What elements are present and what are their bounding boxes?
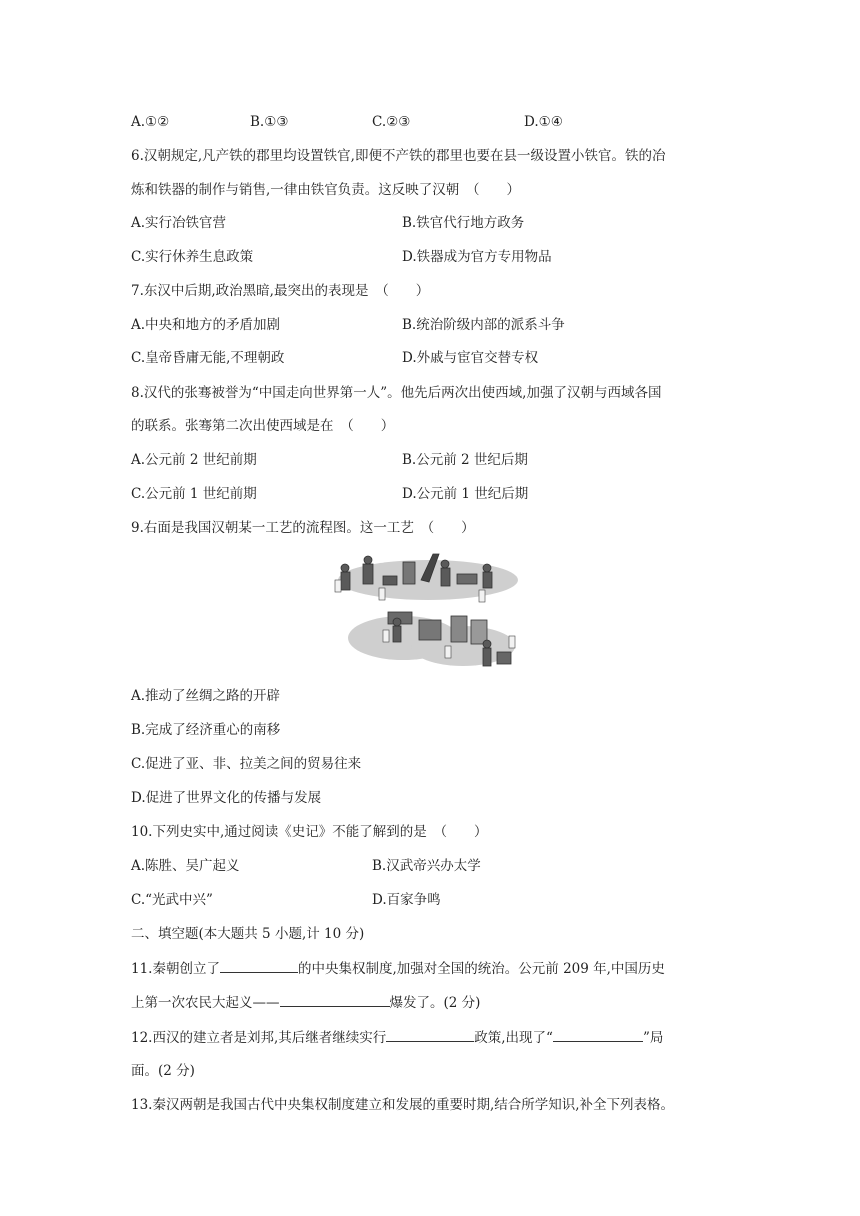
q10-option-b: B.汉武帝兴办太学 bbox=[372, 858, 481, 874]
q10-option-a: A.陈胜、吴广起义 bbox=[131, 858, 240, 874]
prev-option-c: C.②③ bbox=[372, 114, 411, 130]
prev-option-a: A.①② bbox=[131, 114, 170, 130]
q7-option-a: A.中央和地方的矛盾加剧 bbox=[131, 317, 281, 333]
q11-text-part2: 的中央集权制度,加强对全国的统治。公元前 209 年,中国历史 bbox=[297, 961, 665, 977]
q11-text-part3: 上第一次农民大起义—— bbox=[131, 995, 280, 1011]
q8-option-a: A.公元前 2 世纪前期 bbox=[131, 452, 257, 468]
q12-text-part2: 政策,出现了“ bbox=[474, 1030, 553, 1046]
q10-option-d: D.百家争鸣 bbox=[372, 892, 441, 908]
q7-stem: 7.东汉中后期,政治黑暗,最突出的表现是 （ ） bbox=[131, 283, 430, 299]
q12-line1 bbox=[131, 1027, 663, 1048]
q7-option-c: C.皇帝昏庸无能,不理朝政 bbox=[131, 350, 285, 366]
prev-option-b: B.①③ bbox=[250, 114, 289, 130]
q9-option-b: B.完成了经济重心的南移 bbox=[131, 722, 281, 738]
q8-option-b: B.公元前 2 世纪后期 bbox=[402, 452, 528, 468]
q7-option-b: B.统治阶级内部的派系斗争 bbox=[402, 317, 565, 333]
q9-stem: 9.右面是我国汉朝某一工艺的流程图。这一工艺 （ ） bbox=[131, 520, 475, 536]
q6-option-c: C.实行休养生息政策 bbox=[131, 249, 254, 265]
q12-text-part3: ”局 bbox=[642, 1030, 664, 1046]
section-fill-in-heading: 二、填空题(本大题共 5 小题,计 10 分) bbox=[131, 926, 365, 942]
q6-option-d: D.铁器成为官方专用物品 bbox=[402, 249, 552, 265]
q13-stem: 13.秦汉两朝是我国古代中央集权制度建立和发展的重要时期,结合所学知识,补全下列表格。 bbox=[131, 1097, 675, 1113]
q6-stem-line2: 炼和铁器的制作与销售,一律由铁官负责。这反映了汉朝 （ ） bbox=[131, 182, 521, 198]
q8-stem-line2: 的联系。张骞第二次出使西域是在 （ ） bbox=[131, 418, 395, 434]
q11-blank-2[interactable] bbox=[280, 992, 390, 1007]
q6-stem-line1: 6.汉朝规定,凡产铁的郡里均设置铁官,即便不产铁的郡里也要在县一级设置小铁官。铁的冶 bbox=[131, 148, 666, 164]
q6-option-a: A.实行冶铁官营 bbox=[131, 215, 227, 231]
q11-text-part4: 爆发了。(2 分) bbox=[389, 995, 481, 1011]
q8-stem-line1: 8.汉代的张骞被誉为“中国走向世界第一人”。他先后两次出使西域,加强了汉朝与西域各国 bbox=[131, 385, 662, 401]
q10-option-c: C.“光武中兴” bbox=[131, 892, 213, 908]
q11-blank-1[interactable] bbox=[220, 958, 298, 973]
q9-option-c: C.促进了亚、非、拉美之间的贸易往来 bbox=[131, 756, 362, 772]
q12-line2: 面。(2 分) bbox=[131, 1063, 195, 1079]
q8-option-c: C.公元前 1 世纪前期 bbox=[131, 486, 257, 502]
q9-option-d: D.促进了世界文化的传播与发展 bbox=[131, 790, 322, 806]
q12-text-part1: 12.西汉的建立者是刘邦,其后继者继续实行 bbox=[131, 1030, 387, 1046]
q8-option-d: D.公元前 1 世纪后期 bbox=[402, 486, 529, 502]
q11-text-part1: 11.秦朝创立了 bbox=[131, 961, 220, 977]
q9-option-a: A.推动了丝绸之路的开辟 bbox=[131, 688, 281, 704]
q11-line2 bbox=[131, 992, 480, 1013]
q11-line1 bbox=[131, 958, 665, 979]
prev-option-d: D.①④ bbox=[524, 114, 563, 130]
q7-option-d: D.外戚与宦官交替专权 bbox=[402, 350, 539, 366]
q6-option-b: B.铁官代行地方政务 bbox=[402, 215, 525, 231]
q10-stem: 10.下列史实中,通过阅读《史记》不能了解到的是 （ ） bbox=[131, 824, 488, 840]
q12-blank-2[interactable] bbox=[553, 1027, 643, 1042]
papermaking-process-illustration bbox=[333, 550, 521, 678]
q12-blank-1[interactable] bbox=[386, 1027, 474, 1042]
